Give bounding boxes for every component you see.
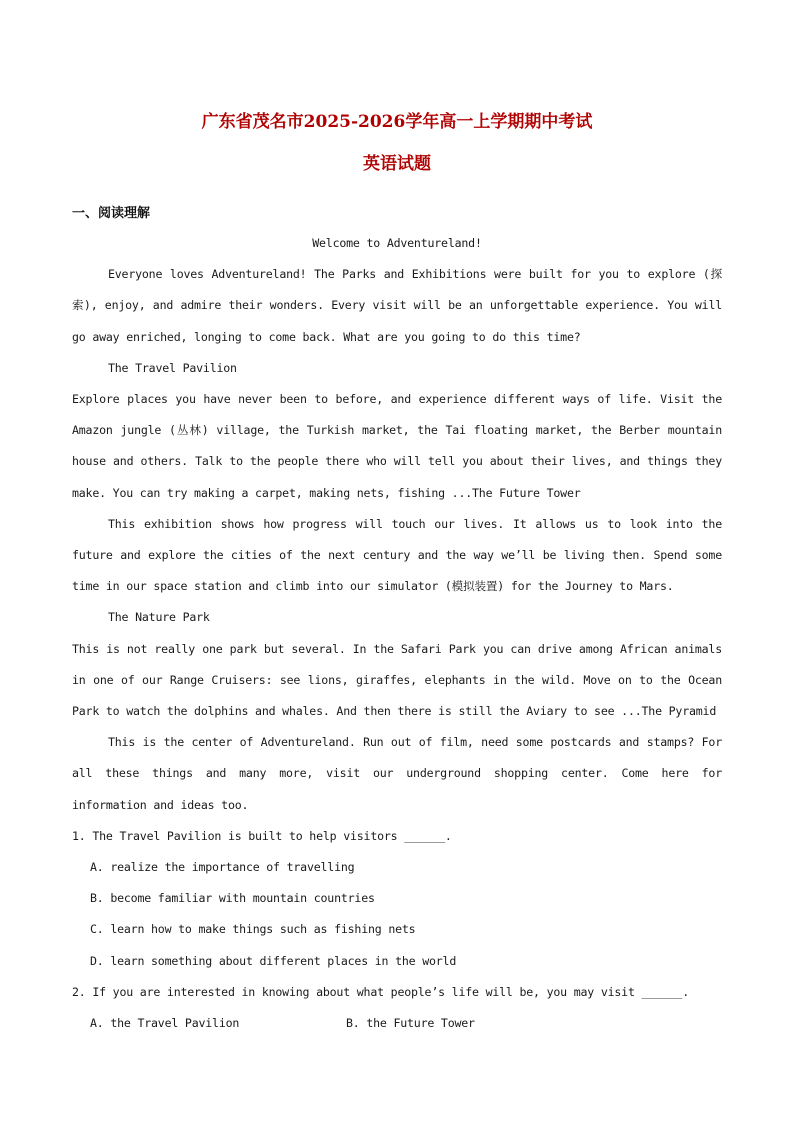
section-heading: 一、阅读理解: [72, 206, 151, 221]
passage-body: [72, 228, 722, 1039]
question-1-option-b: B. become familiar with mountain countries: [90, 891, 375, 906]
question-1-option-c: C. learn how to make things such as fishing nets: [90, 922, 416, 937]
question-1-option-d: D. learn something about different places in the world: [90, 953, 457, 968]
passage-paragraph-1: Explore places you have never been to before, and experience different ways of life. Visit the Amazon jungle (丛林) village, the Turkish market, the Tai floating market, the Berber mountain house and others. Talk to the people there who will tell you about their lives, and things they make. You can try making a carpet, making nets, fishing ...The Future Tower: [72, 392, 722, 500]
question-2-stem: 2. If you are interested in knowing about what people’s life will be, you may visit ______.: [72, 984, 689, 999]
question-2-option-a: A. the Travel Pavilion: [90, 1016, 240, 1031]
passage-heading-travel-pavilion: The Travel Pavilion: [108, 360, 237, 375]
document-title: 广东省茂名市2025-2026学年高一上学期期中考试: [201, 112, 593, 132]
passage-heading-nature-park: The Nature Park: [108, 610, 210, 625]
question-2-option-b: B. the Future Tower: [346, 1016, 475, 1031]
passage-paragraph-4: This is the center of Adventureland. Run out of film, need some postcards and stamps? For all these things and many more, visit our underground shopping center. Come here for information and ideas too.: [72, 735, 722, 812]
passage-paragraph-2: This exhibition shows how progress will touch our lives. It allows us to look into the future and explore the cities of the next century and the way we’ll be living then. Spend some time in our space station and climb into our simulator (模拟装置) for the Journey to Mars.: [72, 516, 722, 594]
passage-title: Welcome to Adventureland!: [312, 236, 482, 250]
question-1-option-a: A. realize the importance of travelling: [90, 860, 355, 875]
passage-intro: Everyone loves Adventureland! The Parks and Exhibitions were built for you to explore (探索), enjoy, and admire their wonders. Every visit will be an unforgettable experience. You will go away enriched, longing to come back. What are you going to do this time?: [72, 267, 722, 344]
passage-paragraph-3: This is not really one park but several. In the Safari Park you can drive among African animals in one of our Range Cruisers: see lions, giraffes, elephants in the wild. Move on to the Ocean Park to watch the dolphins and whales. And then there is still the Aviary to see ...The Pyramid: [72, 641, 722, 719]
document-subtitle: 英语试题: [363, 154, 431, 174]
question-2-options: [72, 1008, 722, 1039]
question-1-stem: 1. The Travel Pavilion is built to help visitors ______.: [72, 828, 452, 843]
